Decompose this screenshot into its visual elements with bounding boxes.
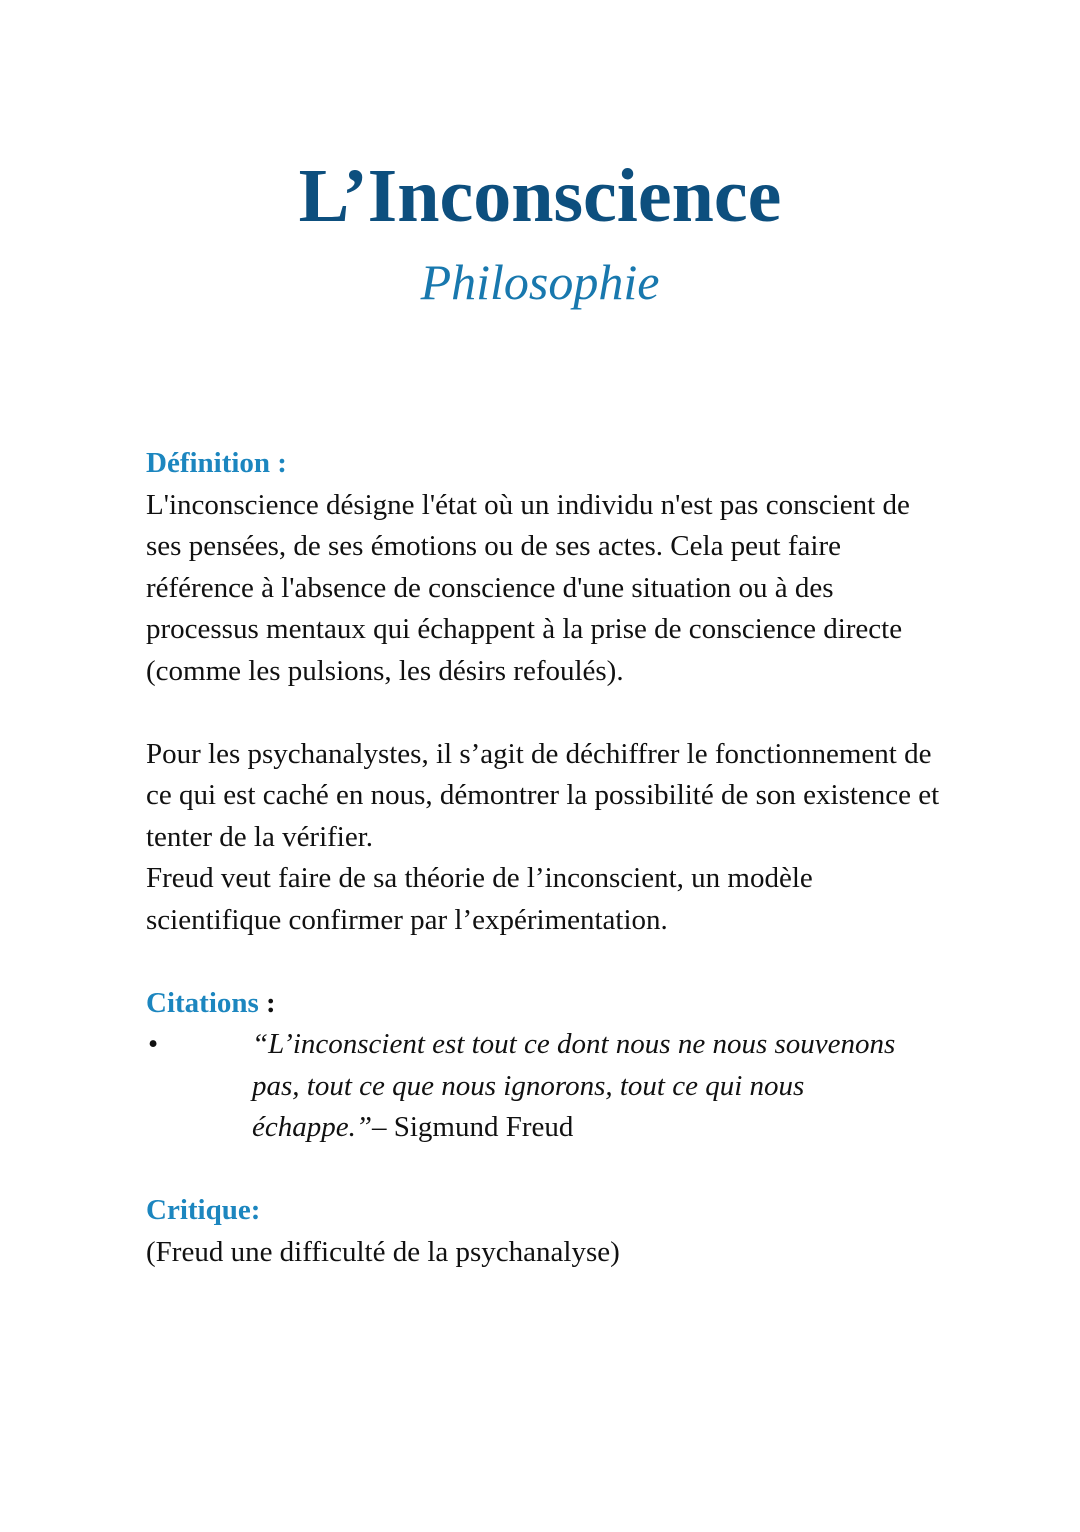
- citation-author: – Sigmund Freud: [372, 1111, 574, 1143]
- critique-heading: Critique:: [146, 1194, 261, 1226]
- freud-paragraph: Freud veut faire de sa théorie de l’inconscient, un modèle scientifique confirmer par l’expérimentation.: [146, 862, 813, 936]
- spacer: [146, 941, 946, 983]
- bullet-icon: •: [148, 1028, 159, 1060]
- citations-heading-label: Citations: [146, 986, 259, 1019]
- psychoanalysis-paragraph: Pour les psychanalystes, il s’agit de déchiffrer le fonctionnement de ce qui est caché en nous, démontrer la possibilité de son existence et tenter de la vérifier.: [146, 737, 940, 853]
- citations-heading: [146, 983, 946, 1025]
- document-body: [146, 443, 946, 1273]
- definition-paragraph: L'inconscience désigne l'état où un individu n'est pas conscient de ses pensées, de ses émotions ou de ses actes. Cela peut faire référence à l'absence de conscience d'une situation ou à des processus mentaux qui échappent à la prise de conscience directe (comme les pulsions, les désirs refoulés).: [146, 488, 910, 687]
- citations-heading-colon: :: [258, 986, 276, 1019]
- spacer: [146, 692, 946, 734]
- citation-quote: “L’inconscient est tout ce dont nous ne nous souvenons pas, tout ce que nous ignorons, tout ce qui nous échappe.”: [252, 1028, 896, 1143]
- spacer: [146, 1149, 946, 1191]
- citation-text: [252, 1024, 932, 1149]
- critique-text: (Freud une difficulté de la psychanalyse): [146, 1235, 620, 1268]
- page-subtitle: Philosophie: [420, 254, 660, 310]
- citation-list-item: [146, 1024, 946, 1149]
- page-title: L’Inconscience: [298, 154, 782, 238]
- definition-heading: Définition :: [146, 447, 287, 479]
